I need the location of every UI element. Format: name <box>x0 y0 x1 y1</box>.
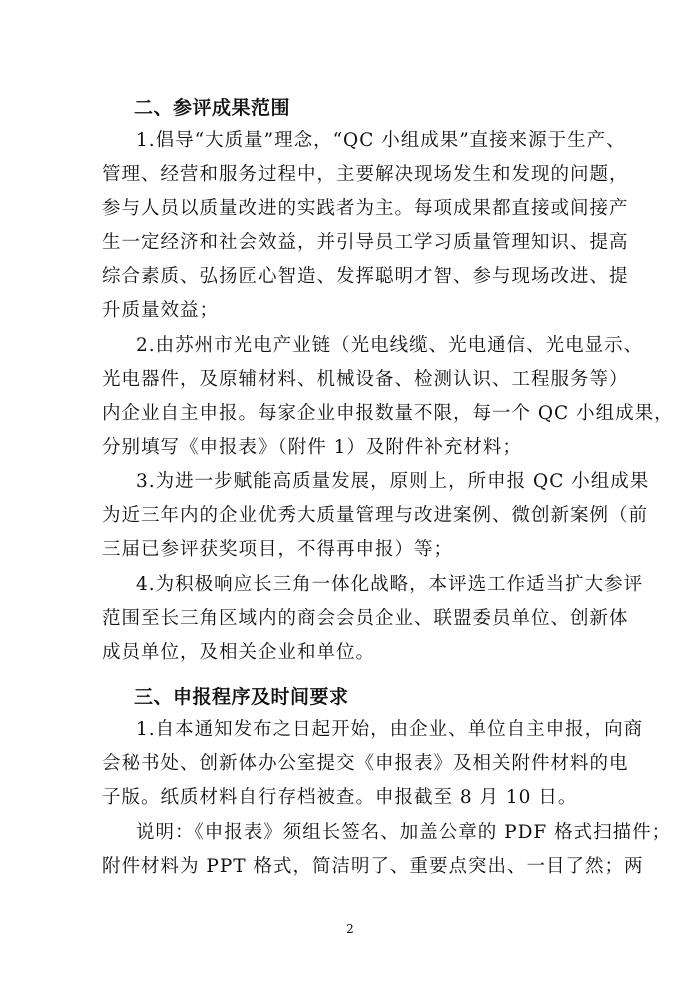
section-2-line: 内企业自主申报。每家企业申报数量不限，每一个 QC 小组成果， <box>102 403 674 424</box>
section-2-line: 分别填写《申报表》（附件 1）及附件补充材料； <box>102 437 522 458</box>
section-2-line: 管理、经营和服务过程中，主要解决现场发生和发现的问题， <box>102 164 629 185</box>
section-3-heading: 三、申报程序及时间要求 <box>134 686 349 708</box>
section-3-line: 1.自本通知发布之日起开始，由企业、单位自主申报，向商 <box>136 719 644 740</box>
section-2-line: 为近三年内的企业优秀大质量管理与改进案例、微创新案例（前 <box>102 505 649 526</box>
section-3-line: 子版。纸质材料自行存档被查。申报截至 8 月 10 日。 <box>102 787 578 808</box>
section-2-line: 范围至长三角区域内的商会会员企业、联盟委员单位、创新体 <box>102 608 629 629</box>
section-2-line: 3.为进一步赋能高质量发展，原则上，所申报 QC 小组成果 <box>136 471 650 492</box>
section-2-line: 升质量效益； <box>102 300 220 321</box>
section-3-line: 附件材料为 PPT 格式，简洁明了、重要点突出、一目了然；两 <box>102 856 644 877</box>
section-2-line: 三届已参评获奖项目，不得再申报）等； <box>102 539 454 560</box>
section-2-line: 光电器件，及原辅材料、机械设备、检测认识、工程服务等） <box>102 369 629 390</box>
section-2-line: 生一定经济和社会效益，并引导员工学习质量管理知识、提高 <box>102 232 629 253</box>
page-number: 2 <box>346 922 354 936</box>
section-2-line: 综合素质、弘扬匠心智造、发挥聪明才智、参与现场改进、提 <box>102 266 629 287</box>
section-2-heading: 二、参评成果范围 <box>134 97 291 119</box>
section-2-line: 4.为积极响应长三角一体化战略，本评选工作适当扩大参评 <box>136 574 644 595</box>
section-2-line: 1.倡导“大质量”理念，“QC 小组成果”直接来源于生产、 <box>136 130 626 151</box>
section-3-line: 说明：《申报表》须组长签名、加盖公章的 PDF 格式扫描件； <box>136 822 672 843</box>
section-2-line: 2.由苏州市光电产业链（光电线缆、光电通信、光电显示、 <box>136 335 644 356</box>
section-2-line: 成员单位，及相关企业和单位。 <box>102 642 376 663</box>
section-2-line: 参与人员以质量改进的实践者为主。每项成果都直接或间接产 <box>102 198 629 219</box>
section-3-line: 会秘书处、创新体办公室提交《申报表》及相关附件材料的电 <box>102 753 629 774</box>
